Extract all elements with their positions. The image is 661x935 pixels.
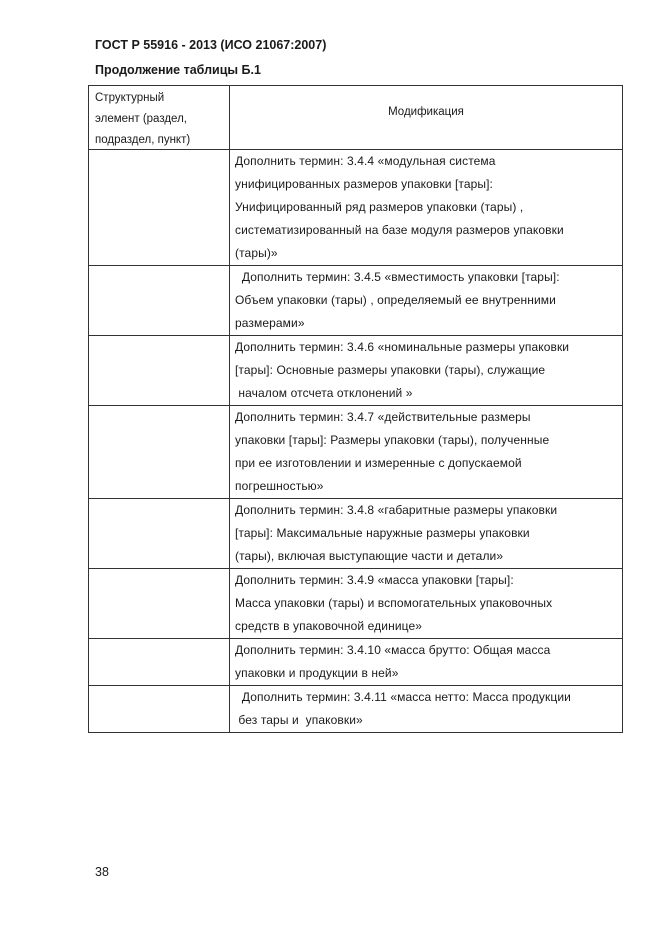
modification-line: средств в упаковочной единице» [235,619,423,633]
modification-line: (тары)» [235,246,278,260]
page-number: 38 [95,865,109,879]
structure-cell [89,266,230,336]
modification-line: Дополнить термин: 3.4.4 «модульная система [235,154,496,168]
modification-line: Дополнить термин: 3.4.8 «габаритные размеры упаковки [235,503,558,517]
modification-line: при ее изготовлении и измеренные с допускаемой [235,456,522,470]
modification-line: упаковки [тары]: Размеры упаковки (тары), полученные [235,433,550,447]
modification-cell [230,406,623,499]
document-standard-header: ГОСТ Р 55916 - 2013 (ИСО 21067:2007) [95,38,327,52]
structure-cell [89,499,230,569]
structure-cell [89,686,230,733]
structure-column-header [89,86,230,150]
structure-cell [89,639,230,686]
modification-line: размерами» [235,316,305,330]
table-row [89,406,623,499]
table-row [89,336,623,406]
structure-header-line: подраздел, пункт) [95,134,191,146]
structure-cell [89,569,230,639]
modification-line: без тары и упаковки» [235,713,363,727]
modification-line: упаковки и продукции в ней» [235,666,399,680]
modification-cell [230,266,623,336]
modifications-table [88,85,623,733]
modification-line: Дополнить термин: 3.4.11 «масса нетто: Масса продукции [235,690,571,704]
modification-line: Дополнить термин: 3.4.10 «масса брутто: Общая масса [235,643,551,657]
table-header-row [89,86,623,150]
modification-cell [230,499,623,569]
modification-cell [230,639,623,686]
modification-cell [230,150,623,266]
modification-line: Унифицированный ряд размеров упаковки (тары) , [235,200,524,214]
table-row [89,266,623,336]
modification-line: (тары), включая выступающие части и детали» [235,549,504,563]
modification-line: началом отсчета отклонений » [235,386,413,400]
modification-line: [тары]: Максимальные наружные размеры упаковки [235,526,530,540]
modification-line: Дополнить термин: 3.4.9 «масса упаковки [тары]: [235,573,514,587]
table-row [89,150,623,266]
modification-cell [230,569,623,639]
modification-header-label: Модификация [388,106,464,118]
structure-header-line: Структурный [95,92,165,104]
modification-line: систематизированный на базе модуля размеров упаковки [235,223,564,237]
table-caption: Продолжение таблицы Б.1 [95,63,261,77]
modification-line: [тары]: Основные размеры упаковки (тары), служащие [235,363,546,377]
modification-cell [230,336,623,406]
modification-line: Объем упаковки (тары) , определяемый ее внутренними [235,293,556,307]
modification-line: унифицированных размеров упаковки [тары]: [235,177,493,191]
table-row [89,639,623,686]
structure-cell [89,336,230,406]
modification-line: Масса упаковки (тары) и вспомогательных упаковочных [235,596,553,610]
structure-cell [89,406,230,499]
table-row [89,569,623,639]
table-row [89,499,623,569]
modification-line: погрешностью» [235,479,324,493]
structure-cell [89,150,230,266]
modification-line: Дополнить термин: 3.4.7 «действительные размеры [235,410,531,424]
modification-cell [230,686,623,733]
table-row [89,686,623,733]
modification-column-header [230,86,623,150]
structure-header-line: элемент (раздел, [95,113,187,125]
modification-line: Дополнить термин: 3.4.5 «вместимость упаковки [тары]: [235,270,560,284]
modification-line: Дополнить термин: 3.4.6 «номинальные размеры упаковки [235,340,570,354]
